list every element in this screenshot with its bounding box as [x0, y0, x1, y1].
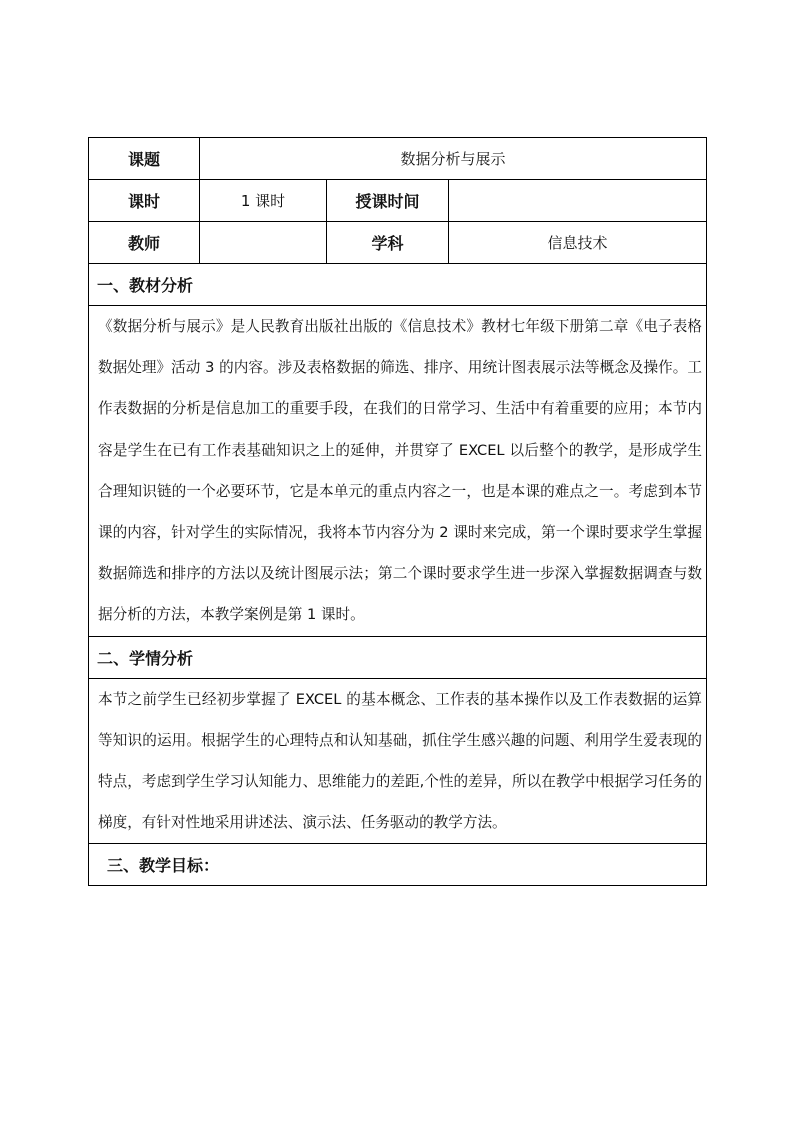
teach-time-value — [449, 180, 707, 222]
topic-label: 课题 — [89, 138, 200, 180]
period-value: 1 课时 — [200, 180, 327, 222]
teaching-goals-title: 三、教学目标： — [89, 844, 707, 886]
student-analysis-title-row — [89, 636, 707, 678]
topic-value: 数据分析与展示 — [200, 138, 707, 180]
material-analysis-body-row — [89, 306, 707, 637]
material-analysis-title-row — [89, 264, 707, 306]
lesson-plan-table — [88, 137, 707, 886]
teacher-label: 教师 — [89, 222, 200, 264]
teach-time-label: 授课时间 — [327, 180, 449, 222]
period-label: 课时 — [89, 180, 200, 222]
subject-value: 信息技术 — [449, 222, 707, 264]
student-analysis-title: 二、学情分析 — [89, 636, 707, 678]
student-analysis-text: 本节之前学生已经初步掌握了 EXCEL 的基本概念、工作表的基本操作以及工作表数据的运算等知识的运用。根据学生的心理特点和认知基础，抓住学生感兴趣的问题、利用学生爱表现的特点，考虑到学生学习认知能力、思维能力的差距,个性的差异，所以在教学中根据学习任务的梯度，有针对性地采用讲述法、演示法、任务驱动的教学方法。 — [89, 678, 707, 844]
topic-row — [89, 138, 707, 180]
teacher-row — [89, 222, 707, 264]
material-analysis-title: 一、教材分析 — [89, 264, 707, 306]
teacher-value — [200, 222, 327, 264]
material-analysis-text: 《数据分析与展示》是人民教育出版社出版的《信息技术》教材七年级下册第二章《电子表格数据处理》活动 3 的内容。涉及表格数据的筛选、排序、用统计图表展示法等概念及操作。工作表数据的分析是信息加工的重要手段，在我们的日常学习、生活中有着重要的应用；本节内容是学生在已有工作表基础知识之上的延伸，并贯穿了 EXCEL 以后整个的教学，是形成学生合理知识链的一个必要环节，它是本单元的重点内容之一，也是本课的难点之一。考虑到本节课的内容，针对学生的实际情况，我将本节内容分为 2 课时来完成，第一个课时要求学生掌握数据筛选和排序的方法以及统计图展示法；第二个课时要求学生进一步深入掌握数据调查与数据分析的方法，本教学案例是第 1 课时。 — [89, 306, 707, 637]
subject-label: 学科 — [327, 222, 449, 264]
student-analysis-body-row — [89, 678, 707, 844]
period-row — [89, 180, 707, 222]
teaching-goals-title-row — [89, 844, 707, 886]
